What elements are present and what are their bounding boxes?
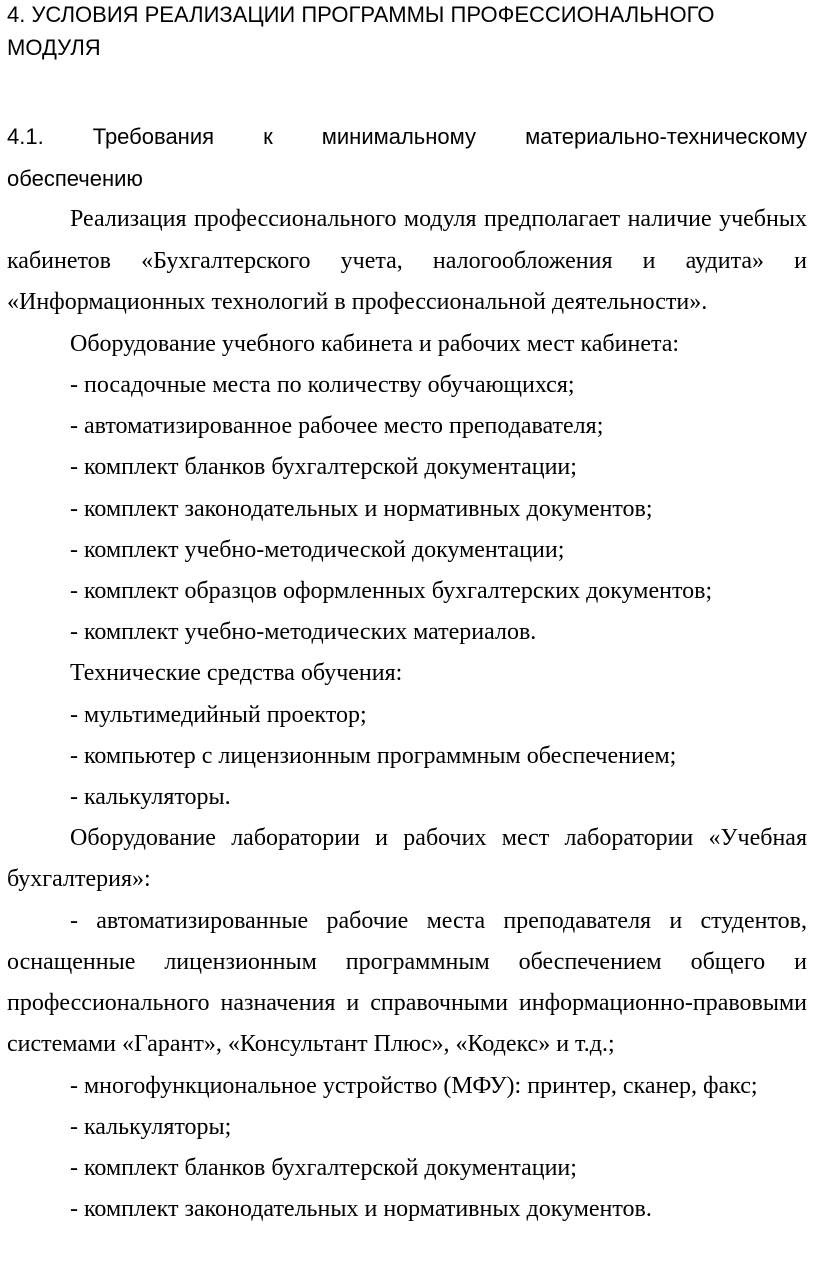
lab-item-line-2: оснащенные лицензионным программным обеспечением общего и (7, 949, 807, 975)
cabinet-equipment-title: Оборудование учебного кабинета и рабочих мест кабинета: (70, 331, 680, 357)
list-item: - комплект бланков бухгалтерской документации; (70, 454, 577, 480)
list-item: - комплект законодательных и нормативных документов; (70, 496, 653, 522)
list-item: - многофункциональное устройство (МФУ): принтер, сканер, факс; (70, 1073, 758, 1099)
list-item: - комплект учебно-методических материалов. (70, 619, 537, 645)
lab-item-line-3: профессионального назначения и справочными информационно-правовыми (7, 990, 807, 1016)
lab-item-line-4: системами «Гарант», «Консультант Плюс», «Кодекс» и т.д.; (7, 1031, 615, 1057)
list-item: - комплект учебно-методической документации; (70, 537, 565, 563)
list-item: - посадочные места по количеству обучающихся; (70, 372, 575, 398)
intro-paragraph-line-1: Реализация профессионального модуля предполагает наличие учебных (70, 206, 807, 232)
list-item: - калькуляторы. (70, 784, 231, 810)
lab-item-line-1: - автоматизированные рабочие места преподавателя и студентов, (70, 908, 807, 934)
list-item: - мультимедийный проектор; (70, 702, 367, 728)
lab-equipment-title-line-1: Оборудование лаборатории и рабочих мест лаборатории «Учебная (70, 825, 807, 851)
list-item: - компьютер с лицензионным программным обеспечением; (70, 743, 677, 769)
lab-equipment-title-line-2: бухгалтерия»: (7, 866, 151, 892)
section-title-line-1: 4.1. Требования к минимальному материально-техническому (7, 124, 807, 149)
list-item: - калькуляторы; (70, 1114, 232, 1140)
list-item: - автоматизированное рабочее место преподавателя; (70, 413, 604, 439)
chapter-heading-line-2: МОДУЛЯ (7, 35, 101, 60)
technical-means-title: Технические средства обучения: (70, 660, 403, 686)
intro-paragraph-line-3: «Информационных технологий в профессиональной деятельности». (7, 289, 708, 315)
list-item: - комплект бланков бухгалтерской документации; (70, 1155, 577, 1181)
list-item: - комплект образцов оформленных бухгалтерских документов; (70, 578, 713, 604)
section-title-line-2: обеспечению (7, 166, 143, 191)
chapter-heading-line-1: 4. УСЛОВИЯ РЕАЛИЗАЦИИ ПРОГРАММЫ ПРОФЕССИОНАЛЬНОГО (7, 2, 715, 27)
intro-paragraph-line-2: кабинетов «Бухгалтерского учета, налогообложения и аудита» и (7, 248, 807, 274)
list-item: - комплект законодательных и нормативных документов. (70, 1196, 652, 1222)
